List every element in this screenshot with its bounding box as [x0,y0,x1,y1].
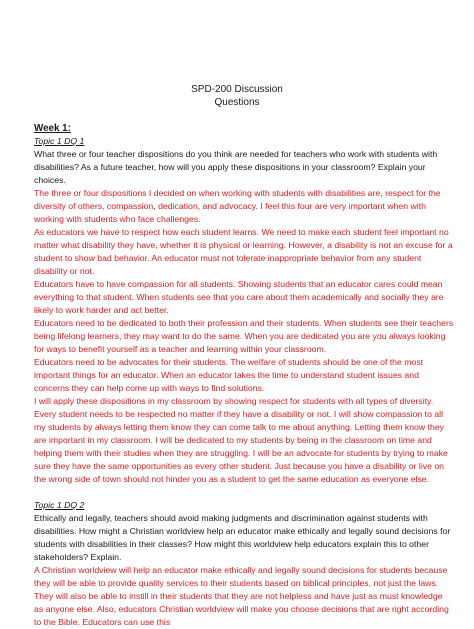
answer-paragraph: Educators need to be dedicated to both their profession and their students. When students see their teachers being lifelong learners, they may want to do the same. When you are dedicated you are you always looking for ways to benefit yourself as a teacher and learning within your classroom. [34,318,454,354]
answer-paragraph: A Christian worldview will help an educator make ethically and legally sound decisions for students because they will be able to provide quality services to their students based on biblical principles, not just the laws. They will also be able to instill in their students that they are not helpless and have just as must knowledge as anyone else. Also, educators Christian worldview will make you choose decisions that are right according to the Bible. Educators can use this [34,565,449,627]
document-title: SPD-200 Discussion [191,84,283,95]
topic-label: Topic 1 DQ 2 [34,500,85,510]
answer-paragraph: Educators have to have compassion for all students. Showing students that an educator cares could mean everything to that student. When students see that you care about them academically and socially they are likely to work harder and act better. [34,279,444,315]
question-text: Ethically and legally, teachers should avoid making judgments and discrimination against students with disabilities. How might a Christian worldview help an educator make ethically and legally sound decisions for students with disabilities in their classes? How might this worldview help educators explain this to other stakeholders? Explain. [34,513,451,562]
week-heading: Week 1: [34,123,71,134]
answer-paragraph: The three or four dispositions I decided on when working with students with disabilities are, respect for the diversity of others, compassion, dedication, and advocacy. I feel this four are very important when with working with students who face challenges. [34,188,441,224]
answer-paragraph: Educators need to be advocates for their students. The welfare of students should be one of the most important things for an educator. When an educator takes the time to understand student issues and concerns they can help come up with ways to find solutions. [34,357,424,393]
topic-label: Topic 1 DQ 1 [34,136,85,146]
question-text: What three or four teacher dispositions do you think are needed for teachers who work with students with disabilities? As a future teacher, how will you apply these dispositions in your classroom? Explain your choices. [34,149,438,185]
document-subtitle: Questions [214,97,260,108]
answer-paragraph: As educators we have to respect how each student learns. We need to make each student feel important no matter what disability they have, whether it is physical or learning. However, a disability is not an excuse for a student to show bad behavior. An educator must not tolerate inappropriate behavior from any student disability or not. [34,227,453,276]
document-body [34,122,454,629]
answer-paragraph: I will apply these dispositions in my classroom by showing respect for students with all types of diversity. Every student needs to be respected no matter if they have a disability or not. I will show compassion to all my students by always letting them know they can come talk to me about anything. Letting them know they are important in my classroom. I will be dedicated to my students by being in the classroom on time and helping them with their studies when they are struggling. I will be an advocate for students by trying to make sure they have the same opportunities as every other student. Just because you have a disability or live on the wrong side of town should not hinder you as a student to get the same education as everyone else. [34,396,448,484]
section-spacer [34,486,454,499]
